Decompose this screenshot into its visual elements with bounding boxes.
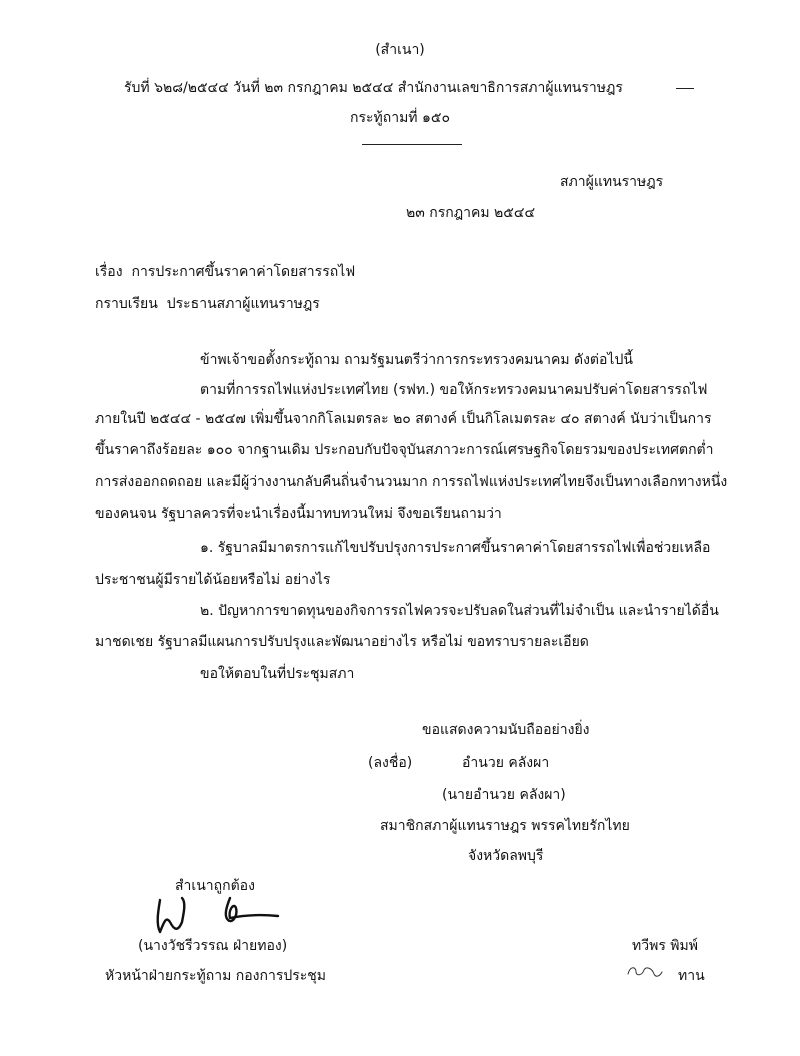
- body-paragraph-line: ภายในปี ๒๕๔๔ - ๒๕๔๗ เพิ่มขึ้นจากกิโลเมตรละ ๒๐ สตางค์ เป็นกิโลเมตรละ ๔๐ สตางค์ นับว่าเป็นการ: [95, 411, 712, 427]
- receipt-dash: [676, 88, 694, 89]
- sender-office: สภาผู้แทนราษฎร: [560, 174, 664, 190]
- question-number: กระทู้ถามที่ ๑๕๐: [349, 110, 451, 126]
- checked-label: ทาน: [678, 968, 705, 984]
- subject-label: เรื่อง: [95, 264, 123, 280]
- subject-line: [95, 262, 355, 282]
- respect-line: ขอแสดงความนับถืออย่างยิ่ง: [422, 722, 590, 738]
- salutation-label: กราบเรียน: [95, 296, 158, 312]
- body-paragraph-line: ขึ้นราคาถึงร้อยละ ๑๐๐ จากฐานเดิม ประกอบกับปัจจุบันสภาวะการณ์เศรษฐกิจโดยรวมของประเทศตกต่ำ: [95, 442, 714, 458]
- salutation-line: [95, 294, 320, 314]
- handwritten-signature: [148, 892, 288, 942]
- certifier-title: หัวหน้าฝ่ายกระทู้ถาม กองการประชุม: [105, 968, 327, 984]
- typist-name: ทวีพร พิมพ์: [632, 938, 698, 954]
- question-1-line: ๑. รัฐบาลมีมาตรการแก้ไขปรับปรุงการประกาศขึ้นราคาค่าโดยสารรถไฟเพื่อช่วยเหลือ: [200, 540, 711, 556]
- question-2-line: ๒. ปัญหาการขาดทุนของกิจการรถไฟควรจะปรับลดในส่วนที่ไม่จำเป็น และนำรายได้อื่น: [200, 603, 719, 619]
- signer-name: อำนวย คลังผา: [462, 755, 550, 771]
- copy-mark: (สำเนา): [375, 42, 425, 58]
- body-intro: ข้าพเจ้าขอตั้งกระทู้ถาม ถามรัฐมนตรีว่าการกระทรวงคมนาคม ดังต่อไปนี้: [200, 352, 633, 368]
- salutation-text: ประธานสภาผู้แทนราษฎร: [166, 296, 320, 312]
- closing-request: ขอให้ตอบในที่ประชุมสภา: [200, 666, 355, 682]
- signer-position: สมาชิกสภาผู้แทนราษฎร พรรคไทยรักไทย: [380, 818, 630, 834]
- receipt-line: รับที่ ๖๒๘/๒๕๔๔ วันที่ ๒๓ กรกฎาคม ๒๕๔๔ สำนักงานเลขาธิการสภาผู้แทนราษฎร: [124, 80, 623, 96]
- signer-province: จังหวัดลพบุรี: [468, 848, 544, 864]
- question-1-line: ประชาชนผู้มีรายได้น้อยหรือไม่ อย่างไร: [95, 572, 331, 588]
- body-paragraph-line: ตามที่การรถไฟแห่งประเทศไทย (รฟท.) ขอให้กระทรวงคมนาคมปรับค่าโดยสารรถไฟ: [200, 382, 708, 398]
- certifier-name: (นางวัชรีวรรณ ฝ่ายทอง): [138, 938, 288, 954]
- signer-full-name: (นายอำนวย คลังผา): [442, 787, 566, 803]
- body-paragraph-line: ของคนจน รัฐบาลควรที่จะนำเรื่องนี้มาทบทวนใหม่ จึงขอเรียนถามว่า: [95, 506, 502, 522]
- header-divider: [362, 144, 462, 145]
- certified-copy-label: สำเนาถูกต้อง: [175, 878, 255, 894]
- body-paragraph-line: การส่งออกถดถอย และมีผู้ว่างงานกลับคืนถิ่นจำนวนมาก การรถไฟแห่งประเทศไทยจึงเป็นทางเลือกทางหนึ่ง: [95, 474, 728, 490]
- subject-text: การประกาศขึ้นราคาค่าโดยสารรถไฟ: [131, 264, 356, 280]
- sign-label: (ลงชื่อ): [368, 755, 413, 771]
- sender-date: ๒๓ กรกฎาคม ๒๕๔๔: [406, 205, 536, 221]
- initials-mark: [624, 960, 664, 982]
- question-2-line: มาชดเชย รัฐบาลมีแผนการปรับปรุงและพัฒนาอย่างไร หรือไม่ ขอทราบรายละเอียด: [95, 634, 589, 650]
